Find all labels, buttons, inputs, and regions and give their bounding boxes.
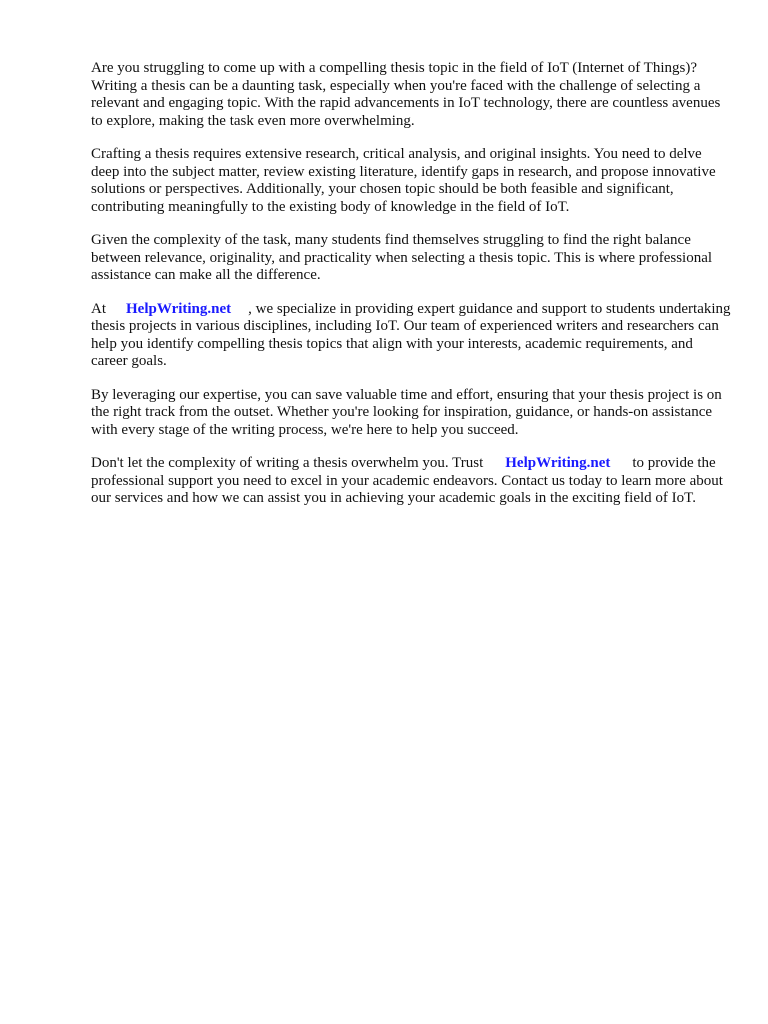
paragraph-crafting: Crafting a thesis requires extensive research, critical analysis, and original insights. You need to delve deep into the subject matter, review existing literature, identify gaps in research, and propose innovative solutions or perspectives. Additionally, your chosen topic should be both feasible and significant, contributing meaningfully to the existing body of knowledge in the field of IoT. (91, 146, 716, 215)
helpwriting-link[interactable]: HelpWriting.net (126, 300, 232, 317)
paragraph-intro: Are you struggling to come up with a compelling thesis topic in the field of IoT (Internet of Things)? Writing a thesis can be a daunting task, especially when you're faced with the challenge of selecting a relevant and engaging topic. With the rapid advancements in IoT technology, there are countless avenues to explore, making the task even more overwhelming. (91, 60, 721, 129)
paragraph-closing-body: to provide the professional support you need to excel in your academic endeavors. Contact us today to learn more about our services and how we can assist you in achieving your academic goals in the exciting field of IoT. (91, 455, 723, 506)
document-body (91, 60, 731, 524)
helpwriting-link-2[interactable]: HelpWriting.net (505, 455, 611, 471)
paragraph-complexity: Given the complexity of the task, many students find themselves struggling to find the right balance between relevance, originality, and practicality when selecting a thesis topic. This is where professional assistance can make all the difference. (91, 232, 713, 283)
paragraph-service-body: , we specialize in providing expert guidance and support to students undertaking thesis projects in various disciplines, including IoT. Our team of experienced writers and researchers can help you identify compelling thesis topics that align with your interests, academic requirements, and career goals. (91, 300, 731, 369)
paragraph-service-lead: At (91, 300, 106, 317)
paragraph-closing (91, 455, 731, 508)
paragraph-expertise: By leveraging our expertise, you can save valuable time and effort, ensuring that your thesis project is on the right track from the outset. Whether you're looking for inspiration, guidance, or hands-on assistance with every stage of the writing process, we're here to help you succeed. (91, 386, 722, 438)
paragraph-closing-lead: Don't let the complexity of writing a thesis overwhelm you. Trust (91, 455, 484, 471)
paragraph-service (91, 301, 731, 371)
